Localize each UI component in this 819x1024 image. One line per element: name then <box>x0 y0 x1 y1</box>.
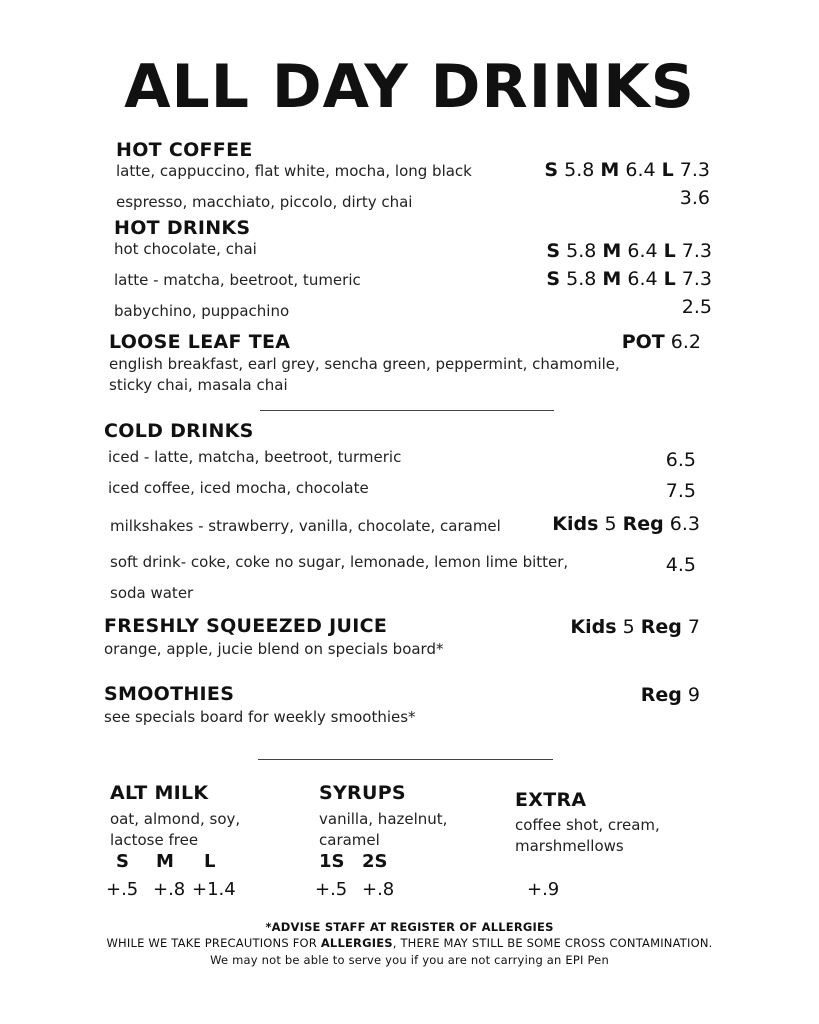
cold-drinks-item-price: 4.5 <box>665 554 696 576</box>
hot-coffee-heading: HOT COFFEE <box>116 139 253 161</box>
juice-desc: orange, apple, jucie blend on specials board* <box>104 640 444 658</box>
alt-milk-size-m: M <box>156 851 174 872</box>
epi-pen-notice: We may not be able to serve you if you are not carrying an EPI Pen <box>210 953 609 967</box>
cold-drinks-item-price: Kids 5 Reg 6.3 <box>552 513 700 535</box>
cold-drinks-item-desc: iced - latte, matcha, beetroot, turmeric <box>108 448 402 466</box>
hot-coffee-item-price: S 5.8 M 6.4 L 7.3 <box>544 159 710 181</box>
cold-drinks-item-price: 6.5 <box>665 449 696 471</box>
syrups-size-2s: 2S <box>362 851 388 872</box>
cold-drinks-item-desc: soda water <box>110 584 194 602</box>
extra-heading: EXTRA <box>515 789 587 811</box>
alt-milk-heading: ALT MILK <box>110 782 209 804</box>
smoothies-heading: SMOOTHIES <box>104 683 235 705</box>
hot-drinks-item-desc: latte - matcha, beetroot, tumeric <box>114 271 361 289</box>
allergy-notice: *ADVISE STAFF AT REGISTER OF ALLERGIES <box>265 920 554 934</box>
hot-drinks-item-price: S 5.8 M 6.4 L 7.3 <box>546 240 712 262</box>
alt-milk-size-l: L <box>204 851 216 872</box>
syrups-desc: caramel <box>319 831 380 849</box>
juice-heading: FRESHLY SQUEEZED JUICE <box>104 615 388 637</box>
syrups-price-2s: +.8 <box>362 879 395 900</box>
section-divider <box>258 759 553 760</box>
extra-price: +.9 <box>527 879 560 900</box>
cold-drinks-heading: COLD DRINKS <box>104 420 254 442</box>
cold-drinks-item-desc: soft drink- coke, coke no sugar, lemonade, lemon lime bitter, <box>110 553 569 571</box>
loose-leaf-tea-desc: sticky chai, masala chai <box>109 376 288 394</box>
hot-drinks-heading: HOT DRINKS <box>114 217 251 239</box>
alt-milk-desc: lactose free <box>110 831 199 849</box>
hot-coffee-item-desc: espresso, macchiato, piccolo, dirty chai <box>116 193 413 211</box>
cold-drinks-item-price: 7.5 <box>665 480 696 502</box>
smoothies-price: Reg 9 <box>640 684 700 706</box>
extra-desc: coffee shot, cream, <box>515 816 660 834</box>
cold-drinks-item-desc: milkshakes - strawberry, vanilla, chocolate, caramel <box>110 517 501 535</box>
alt-milk-price-l: +1.4 <box>192 879 236 900</box>
alt-milk-desc: oat, almond, soy, <box>110 810 241 828</box>
syrups-size-1s: 1S <box>319 851 345 872</box>
section-divider <box>260 410 554 411</box>
hot-drinks-item-desc: hot chocolate, chai <box>114 240 257 258</box>
allergy-disclaimer: WHILE WE TAKE PRECAUTIONS FOR ALLERGIES, THERE MAY STILL BE SOME CROSS CONTAMINATION. <box>106 936 713 950</box>
syrups-heading: SYRUPS <box>319 782 406 804</box>
syrups-price-1s: +.5 <box>315 879 348 900</box>
hot-coffee-item-price: 3.6 <box>679 187 710 209</box>
hot-drinks-item-price: S 5.8 M 6.4 L 7.3 <box>546 268 712 290</box>
menu-title: ALL DAY DRINKS <box>124 52 695 122</box>
alt-milk-price-m: +.8 <box>153 879 186 900</box>
alt-milk-size-s: S <box>116 851 129 872</box>
extra-desc: marshmellows <box>515 837 624 855</box>
loose-leaf-tea-heading: LOOSE LEAF TEA <box>109 331 291 353</box>
smoothies-desc: see specials board for weekly smoothies* <box>104 708 416 726</box>
hot-drinks-item-price: 2.5 <box>681 296 712 318</box>
hot-drinks-item-desc: babychino, puppachino <box>114 302 290 320</box>
loose-leaf-tea-price: POT 6.2 <box>621 331 701 353</box>
loose-leaf-tea-desc: english breakfast, earl grey, sencha green, peppermint, chamomile, <box>109 355 620 373</box>
alt-milk-price-s: +.5 <box>106 879 139 900</box>
hot-coffee-item-desc: latte, cappuccino, flat white, mocha, long black <box>116 162 472 180</box>
juice-price: Kids 5 Reg 7 <box>570 616 700 638</box>
syrups-desc: vanilla, hazelnut, <box>319 810 448 828</box>
cold-drinks-item-desc: iced coffee, iced mocha, chocolate <box>108 479 369 497</box>
